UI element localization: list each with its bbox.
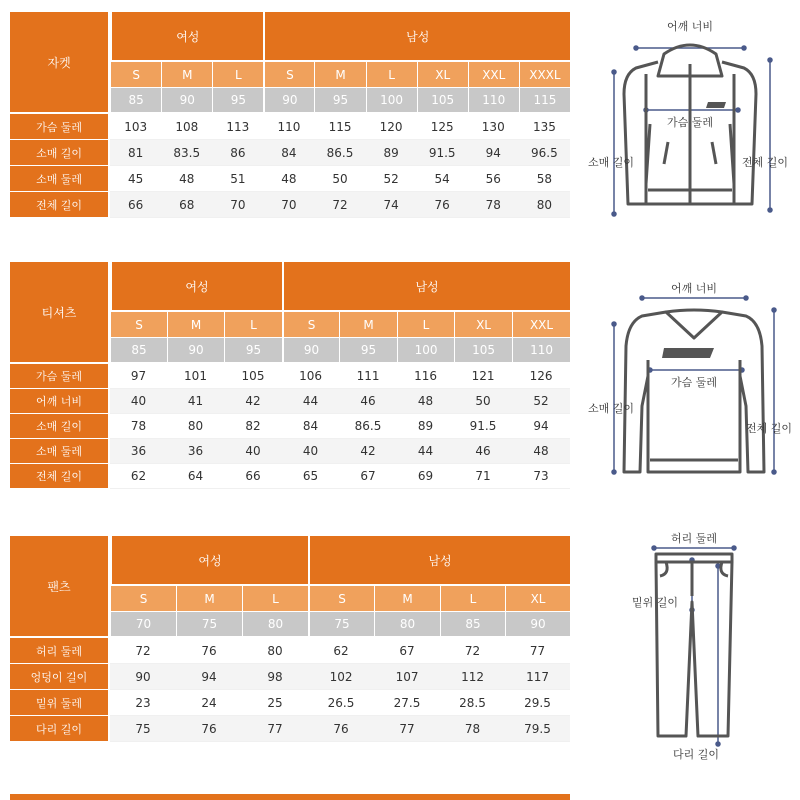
tshirt-men-header: 남성 <box>282 262 570 312</box>
size-number: 85 <box>110 338 167 364</box>
measure-value: 111 <box>339 364 397 389</box>
measure-value: 50 <box>454 389 512 414</box>
measure-label: 엉덩이 길이 <box>10 664 110 690</box>
measure-label: 소매 길이 <box>10 140 110 166</box>
jacket-total-label: 전체 길이 <box>742 156 789 169</box>
measure-value: 48 <box>263 166 314 192</box>
measure-value: 78 <box>440 716 505 742</box>
measure-value: 76 <box>176 716 242 742</box>
measure-value: 62 <box>308 638 374 664</box>
pants-size-table <box>10 536 570 742</box>
measure-value: 45 <box>110 166 161 192</box>
measure-value: 106 <box>282 364 339 389</box>
table-row <box>10 716 570 742</box>
measure-value: 72 <box>110 638 176 664</box>
size-number: 95 <box>339 338 397 364</box>
measure-value: 86.5 <box>314 140 365 166</box>
size-label: L <box>397 312 454 338</box>
size-label: L <box>212 62 263 88</box>
measure-label: 어깨 너비 <box>10 389 110 414</box>
measure-label: 소매 둘레 <box>10 166 110 192</box>
measure-value: 130 <box>468 114 519 140</box>
size-number: 90 <box>161 88 212 114</box>
pants-men-header: 남성 <box>308 536 570 586</box>
measure-value: 113 <box>212 114 263 140</box>
size-number: 90 <box>505 612 570 638</box>
table-row <box>10 414 570 439</box>
measure-value: 40 <box>110 389 167 414</box>
measure-value: 76 <box>308 716 374 742</box>
measure-value: 24 <box>176 690 242 716</box>
size-number: 95 <box>224 338 282 364</box>
size-label: L <box>242 586 308 612</box>
size-number: 80 <box>242 612 308 638</box>
size-label: XL <box>417 62 468 88</box>
table-row <box>10 166 570 192</box>
size-label: M <box>314 62 365 88</box>
measure-value: 52 <box>366 166 417 192</box>
pants-illustration <box>620 526 760 770</box>
measure-value: 44 <box>397 439 454 464</box>
measure-value: 90 <box>110 664 176 690</box>
measure-value: 78 <box>468 192 519 218</box>
measure-value: 105 <box>224 364 282 389</box>
size-number: 110 <box>468 88 519 114</box>
measure-value: 80 <box>167 414 224 439</box>
size-label: S <box>110 312 167 338</box>
size-number: 100 <box>366 88 417 114</box>
measure-value: 76 <box>176 638 242 664</box>
size-number: 90 <box>282 338 339 364</box>
size-number: 100 <box>397 338 454 364</box>
size-label: M <box>374 586 440 612</box>
measure-value: 48 <box>397 389 454 414</box>
table-row <box>10 690 570 716</box>
measure-value: 27.5 <box>374 690 440 716</box>
measure-label: 소매 둘레 <box>10 439 110 464</box>
measure-value: 77 <box>505 638 570 664</box>
measure-value: 56 <box>468 166 519 192</box>
size-number: 115 <box>519 88 570 114</box>
size-number: 70 <box>110 612 176 638</box>
measure-value: 97 <box>110 364 167 389</box>
size-number: 90 <box>167 338 224 364</box>
tshirt-shoulder-label: 어깨 너비 <box>670 282 718 295</box>
size-number: 75 <box>176 612 242 638</box>
tshirt-women-header: 여성 <box>110 262 282 312</box>
size-number: 95 <box>212 88 263 114</box>
table-row <box>10 192 570 218</box>
measure-value: 50 <box>314 166 365 192</box>
measure-label: 전체 길이 <box>10 192 110 218</box>
measure-label: 다리 길이 <box>10 716 110 742</box>
measure-value: 25 <box>242 690 308 716</box>
measure-label: 전체 길이 <box>10 464 110 489</box>
pants-category: 팬츠 <box>10 536 110 638</box>
jacket-category: 자켓 <box>10 12 110 114</box>
size-number: 85 <box>110 88 161 114</box>
table-row <box>10 664 570 690</box>
measure-value: 48 <box>161 166 212 192</box>
tshirt-category: 티셔츠 <box>10 262 110 364</box>
size-number: 105 <box>417 88 468 114</box>
size-label: S <box>308 586 374 612</box>
measure-value: 120 <box>366 114 417 140</box>
measure-value: 103 <box>110 114 161 140</box>
measure-value: 23 <box>110 690 176 716</box>
measure-value: 126 <box>512 364 570 389</box>
measure-value: 67 <box>339 464 397 489</box>
measure-value: 74 <box>366 192 417 218</box>
pants-rise-label: 밑위 길이 <box>632 596 679 609</box>
size-label: XL <box>454 312 512 338</box>
measure-value: 86.5 <box>339 414 397 439</box>
size-label: M <box>161 62 212 88</box>
measure-value: 65 <box>282 464 339 489</box>
size-label: M <box>339 312 397 338</box>
measure-value: 94 <box>468 140 519 166</box>
table-row <box>10 140 570 166</box>
next-table-header-edge <box>10 794 570 800</box>
measure-value: 108 <box>161 114 212 140</box>
measure-value: 46 <box>454 439 512 464</box>
jacket-illustration <box>584 14 796 224</box>
jacket-shoulder-label: 어깨 너비 <box>666 20 714 33</box>
measure-value: 66 <box>110 192 161 218</box>
measure-value: 78 <box>110 414 167 439</box>
size-label: XXXL <box>519 62 570 88</box>
measure-value: 121 <box>454 364 512 389</box>
size-label: XXL <box>512 312 570 338</box>
size-label: L <box>366 62 417 88</box>
table-row <box>10 389 570 414</box>
measure-value: 75 <box>110 716 176 742</box>
jacket-women-header: 여성 <box>110 12 263 62</box>
measure-value: 52 <box>512 389 570 414</box>
measure-value: 80 <box>242 638 308 664</box>
measure-value: 94 <box>176 664 242 690</box>
measure-value: 70 <box>263 192 314 218</box>
measure-value: 81 <box>110 140 161 166</box>
size-label: M <box>167 312 224 338</box>
measure-value: 83.5 <box>161 140 212 166</box>
measure-label: 소매 길이 <box>10 414 110 439</box>
measure-value: 79.5 <box>505 716 570 742</box>
size-label: S <box>263 62 314 88</box>
measure-value: 41 <box>167 389 224 414</box>
measure-value: 91.5 <box>454 414 512 439</box>
measure-value: 107 <box>374 664 440 690</box>
measure-value: 86 <box>212 140 263 166</box>
measure-value: 117 <box>505 664 570 690</box>
measure-value: 76 <box>417 192 468 218</box>
table-row <box>10 439 570 464</box>
measure-value: 29.5 <box>505 690 570 716</box>
size-label: L <box>440 586 505 612</box>
measure-value: 115 <box>314 114 365 140</box>
measure-label: 허리 둘레 <box>10 638 110 664</box>
measure-value: 70 <box>212 192 263 218</box>
measure-value: 48 <box>512 439 570 464</box>
pants-waist-label: 허리 둘레 <box>670 532 718 545</box>
size-number: 95 <box>314 88 365 114</box>
measure-value: 135 <box>519 114 570 140</box>
measure-value: 67 <box>374 638 440 664</box>
measure-value: 77 <box>242 716 308 742</box>
size-number: 80 <box>374 612 440 638</box>
size-number: 85 <box>440 612 505 638</box>
measure-value: 26.5 <box>308 690 374 716</box>
size-number: 110 <box>512 338 570 364</box>
measure-value: 36 <box>110 439 167 464</box>
measure-value: 51 <box>212 166 263 192</box>
measure-value: 42 <box>224 389 282 414</box>
tshirt-chest-label: 가슴 둘레 <box>670 376 718 389</box>
size-label: S <box>110 62 161 88</box>
measure-value: 40 <box>224 439 282 464</box>
measure-value: 84 <box>263 140 314 166</box>
measure-value: 66 <box>224 464 282 489</box>
size-label: S <box>282 312 339 338</box>
measure-value: 84 <box>282 414 339 439</box>
measure-value: 89 <box>366 140 417 166</box>
measure-value: 40 <box>282 439 339 464</box>
measure-label: 밑위 둘레 <box>10 690 110 716</box>
size-number: 90 <box>263 88 314 114</box>
size-label: M <box>176 586 242 612</box>
pants-leg-label: 다리 길이 <box>672 748 720 761</box>
measure-value: 64 <box>167 464 224 489</box>
measure-value: 91.5 <box>417 140 468 166</box>
tshirt-sleeve-label: 소매 길이 <box>588 402 635 415</box>
size-number: 75 <box>308 612 374 638</box>
measure-value: 62 <box>110 464 167 489</box>
size-label: L <box>224 312 282 338</box>
measure-label: 가슴 둘레 <box>10 114 110 140</box>
measure-value: 72 <box>440 638 505 664</box>
measure-value: 46 <box>339 389 397 414</box>
measure-value: 73 <box>512 464 570 489</box>
measure-value: 72 <box>314 192 365 218</box>
table-row <box>10 464 570 489</box>
measure-value: 94 <box>512 414 570 439</box>
tshirt-size-table <box>10 262 570 489</box>
measure-label: 가슴 둘레 <box>10 364 110 389</box>
measure-value: 89 <box>397 414 454 439</box>
tshirt-illustration <box>584 276 798 480</box>
table-row <box>10 364 570 389</box>
measure-value: 96.5 <box>519 140 570 166</box>
measure-value: 110 <box>263 114 314 140</box>
measure-value: 58 <box>519 166 570 192</box>
measure-value: 68 <box>161 192 212 218</box>
measure-value: 28.5 <box>440 690 505 716</box>
measure-value: 42 <box>339 439 397 464</box>
measure-value: 98 <box>242 664 308 690</box>
measure-value: 102 <box>308 664 374 690</box>
measure-value: 44 <box>282 389 339 414</box>
measure-value: 71 <box>454 464 512 489</box>
measure-value: 69 <box>397 464 454 489</box>
table-row <box>10 114 570 140</box>
jacket-sleeve-label: 소매 길이 <box>588 156 635 169</box>
measure-value: 54 <box>417 166 468 192</box>
size-label: XL <box>505 586 570 612</box>
table-row <box>10 638 570 664</box>
tshirt-total-label: 전체 길이 <box>746 422 793 435</box>
pants-women-header: 여성 <box>110 536 308 586</box>
measure-value: 116 <box>397 364 454 389</box>
size-label: XXL <box>468 62 519 88</box>
size-label: S <box>110 586 176 612</box>
measure-value: 125 <box>417 114 468 140</box>
measure-value: 101 <box>167 364 224 389</box>
measure-value: 80 <box>519 192 570 218</box>
jacket-size-table <box>10 12 570 218</box>
jacket-chest-label: 가슴 둘레 <box>666 116 714 129</box>
measure-value: 82 <box>224 414 282 439</box>
measure-value: 36 <box>167 439 224 464</box>
measure-value: 77 <box>374 716 440 742</box>
measure-value: 112 <box>440 664 505 690</box>
size-number: 105 <box>454 338 512 364</box>
jacket-men-header: 남성 <box>263 12 570 62</box>
